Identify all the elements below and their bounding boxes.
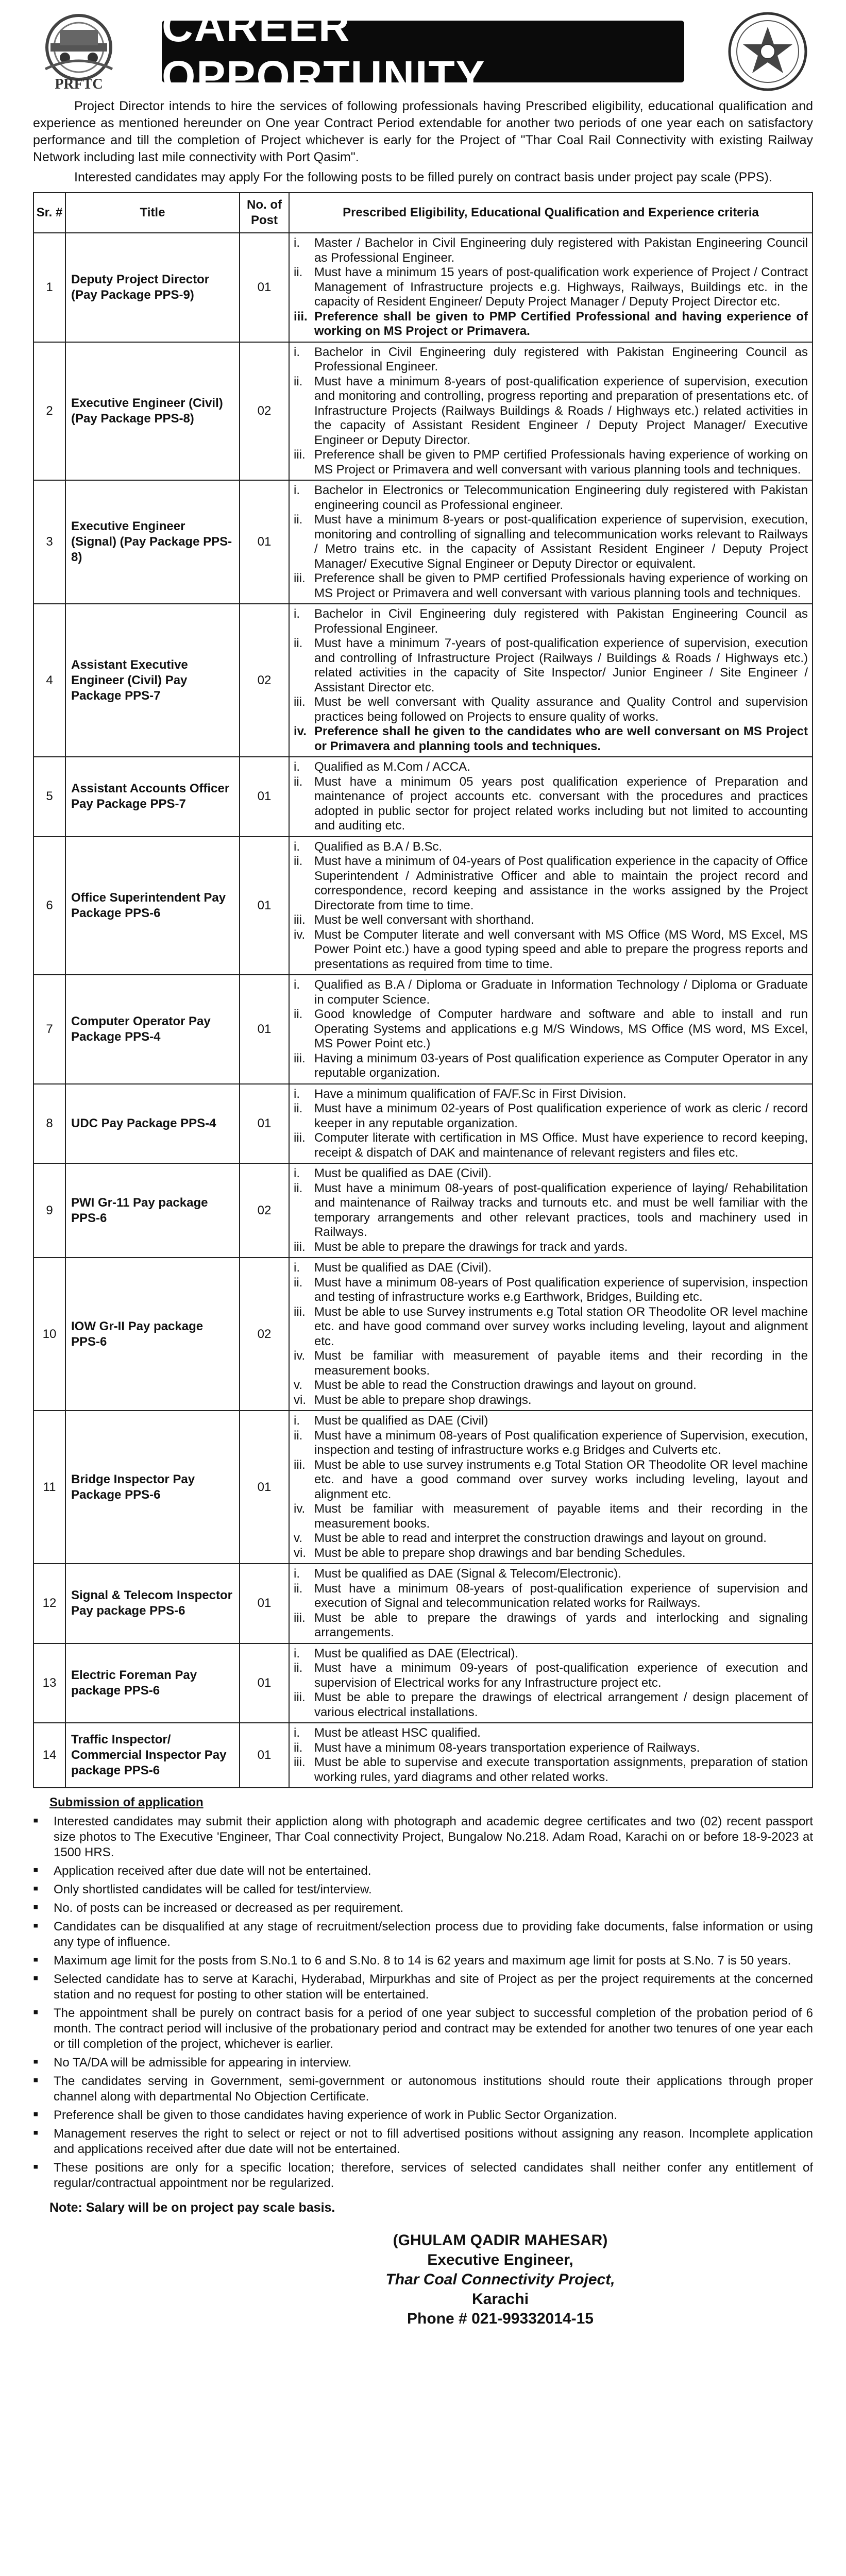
criteria-text: Must be able to prepare the drawings of electrical arrangement / design placement of various electrical installations. <box>314 1690 808 1719</box>
criteria-text: Preference shall be given to PMP certified Professionals having experience of working on MS Project or Primavera and well conversant with various planning tools and techniques. <box>314 571 808 600</box>
criteria-item <box>294 1414 808 1429</box>
table-row <box>33 233 813 342</box>
criteria-list <box>294 483 808 601</box>
criteria-number: i. <box>294 483 300 497</box>
criteria-item <box>294 1726 808 1741</box>
salary-note: Note: Salary will be on project pay scale basis. <box>49 2200 335 2215</box>
condition-text: No. of posts can be increased or decreased as per requirement. <box>54 1901 404 1915</box>
cell-sr: 1 <box>33 233 65 342</box>
signatory-phone: Phone # 021-99332014-15 <box>407 2310 594 2327</box>
cell-post-title: PWI Gr-11 Pay package PPS-6 <box>65 1163 240 1258</box>
criteria-item <box>294 1007 808 1052</box>
cell-no-of-posts: 01 <box>240 1564 289 1643</box>
criteria-number: ii. <box>294 636 303 650</box>
column-header-posts: No. of Post <box>240 193 289 233</box>
criteria-number: ii. <box>294 774 303 789</box>
cell-sr: 13 <box>33 1643 65 1723</box>
condition-item <box>33 2055 813 2071</box>
cell-no-of-posts: 01 <box>240 480 289 604</box>
criteria-list <box>294 760 808 834</box>
condition-text: Maximum age limit for the posts from S.No.1 to 6 and S.No. 8 to 14 is 62 years and maximum age limit for posts at S.No. 7 is 50 years. <box>54 1954 791 1968</box>
criteria-text: Must have a minimum 8-years of post-qualification experience of supervision, execution and monitoring and controlling, progress reporting and preparation of presentations etc. of Infrastructure Projects (Railways Buildings & Roads / Highways etc.) related activities in the capacity of Assistant Resident Engineer / Deputy Project Manager/ Executive Engineer or Deputy Director. <box>314 374 808 447</box>
criteria-item <box>294 1690 808 1720</box>
criteria-number: i. <box>294 1567 300 1581</box>
condition-text: No TA/DA will be admissible for appearing in interview. <box>54 2056 352 2070</box>
cell-no-of-posts: 01 <box>240 1723 289 1788</box>
criteria-item <box>294 1131 808 1160</box>
criteria-item <box>294 1502 808 1531</box>
criteria-number: iii. <box>294 1051 306 1065</box>
criteria-text: Must have a minimum 09-years of post-qualification experience of execution and supervision of Electrical works for any Infrastructure project etc. <box>314 1661 808 1690</box>
criteria-item <box>294 1240 808 1255</box>
cell-criteria <box>289 342 813 481</box>
criteria-text: Must be able to read the Construction drawings and layout on ground. <box>314 1378 697 1392</box>
cell-criteria <box>289 975 813 1084</box>
cell-no-of-posts: 02 <box>240 1163 289 1258</box>
cell-no-of-posts: 01 <box>240 975 289 1084</box>
table-body <box>33 233 813 1788</box>
criteria-item <box>294 310 808 339</box>
bullet-icon: ▪ <box>33 2004 39 2021</box>
column-header-title: Title <box>65 193 240 233</box>
criteria-list <box>294 840 808 972</box>
criteria-text: Must have a minimum 08-years of Post qualification experience of supervision, inspection and testing of infrastructure works e.g Earthwork, Bridges, Building etc. <box>314 1275 808 1304</box>
signatory-city: Karachi <box>471 2291 529 2308</box>
criteria-number: i. <box>294 978 300 992</box>
criteria-item <box>294 854 808 913</box>
cell-no-of-posts: 01 <box>240 837 289 975</box>
cell-criteria <box>289 1723 813 1788</box>
condition-item <box>33 1814 813 1860</box>
criteria-text: Must be atleast HSC qualified. <box>314 1726 481 1740</box>
cell-no-of-posts: 01 <box>240 233 289 342</box>
cell-post-title: Executive Engineer (Civil) (Pay Package PPS-8) <box>65 342 240 481</box>
criteria-text: Must be able to prepare the drawings of yards and interlocking and signaling arrangements. <box>314 1611 808 1639</box>
criteria-item <box>294 375 808 448</box>
cell-no-of-posts: 01 <box>240 757 289 837</box>
column-header-criteria: Prescribed Eligibility, Educational Qualification and Experience criteria <box>289 193 813 233</box>
condition-text: These positions are only for a specific location; therefore, services of selected candidates shall neither confer any entitlement of regular/contractual appointment nor be regularized. <box>54 2161 813 2190</box>
criteria-number: ii. <box>294 1661 303 1675</box>
criteria-number: v. <box>294 1378 302 1392</box>
cell-criteria <box>289 233 813 342</box>
condition-text: Preference shall be given to those candidates having experience of work in Public Sector Organization. <box>54 2108 617 2122</box>
condition-item <box>33 1901 813 1916</box>
cell-sr: 14 <box>33 1723 65 1788</box>
condition-item <box>33 2074 813 2105</box>
criteria-item <box>294 1087 808 1102</box>
criteria-text: Must be well conversant with shorthand. <box>314 913 534 927</box>
criteria-text: Must have a minimum 8-years or post-qualification experience of supervision, execution, monitoring and controlling of signalling and telecommunication works relevant to Railways / Metro trains etc. in the capacity of Assistant Resident Engineer / Deputy Project Manager/ Executive Signal Engineer or Deputy Director or equivalent. <box>314 513 808 571</box>
cell-sr: 2 <box>33 342 65 481</box>
cell-sr: 9 <box>33 1163 65 1258</box>
criteria-number: ii. <box>294 1101 303 1115</box>
intro-paragraph: Interested candidates may apply For the following posts to be filled purely on contract basis under project pay scale (PPS). <box>74 170 772 184</box>
criteria-item <box>294 1458 808 1502</box>
bullet-icon: ▪ <box>33 1917 39 1934</box>
condition-text: The candidates serving in Government, semi-government or autonomous institutions should route their applications through proper channel along with departmental No Objection Certificate. <box>54 2074 813 2104</box>
criteria-text: Preference shall he given to the candidates who are well conversant on MS Project or Primavera and planning tools and techniques. <box>314 724 808 753</box>
column-header-sr: Sr. # <box>33 193 65 233</box>
condition-text: Only shortlisted candidates will be called for test/interview. <box>54 1883 372 1896</box>
cell-post-title: Office Superintendent Pay Package PPS-6 <box>65 837 240 975</box>
criteria-item <box>294 236 808 265</box>
criteria-text: Must be well conversant with Quality assurance and Quality Control and supervision practices being followed on Projects to ensure quality of works. <box>314 695 808 724</box>
condition-item <box>33 2126 813 2157</box>
cell-post-title: UDC Pay Package PPS-4 <box>65 1084 240 1164</box>
bullet-icon: ▪ <box>33 2124 39 2141</box>
criteria-number: iv. <box>294 1349 306 1363</box>
criteria-item <box>294 1755 808 1785</box>
cell-sr: 12 <box>33 1564 65 1643</box>
criteria-list <box>294 978 808 1081</box>
bullet-icon: ▪ <box>33 1970 39 1987</box>
criteria-item <box>294 1101 808 1131</box>
cell-criteria <box>289 1411 813 1564</box>
posts-table <box>33 192 813 1788</box>
criteria-number: i. <box>294 345 300 359</box>
criteria-number: ii. <box>294 1581 303 1596</box>
condition-item <box>33 1863 813 1879</box>
criteria-number: i. <box>294 1166 300 1180</box>
criteria-item <box>294 1393 808 1408</box>
criteria-number: ii. <box>294 374 303 388</box>
criteria-number: i. <box>294 1087 300 1101</box>
criteria-item <box>294 571 808 601</box>
cell-criteria <box>289 1084 813 1164</box>
criteria-text: Must have a minimum 08-years transportation experience of Railways. <box>314 1740 700 1755</box>
criteria-text: Qualified as B.A / B.Sc. <box>314 839 443 854</box>
header <box>33 0 813 98</box>
condition-text: Selected candidate has to serve at Karachi, Hyderabad, Mirpurkhas and site of Project as per the project requirements at the concerned station and no request for posting to other station will be entertained. <box>54 1972 813 2002</box>
table-row <box>33 1564 813 1643</box>
criteria-item <box>294 760 808 775</box>
criteria-number: ii. <box>294 513 303 527</box>
criteria-number: ii. <box>294 1740 303 1755</box>
criteria-text: Must have a minimum 02-years of Post qualification experience of work as cleric / record keeper in any reputable organization. <box>314 1101 808 1130</box>
criteria-list <box>294 1261 808 1408</box>
table-row <box>33 1163 813 1258</box>
criteria-text: Must be able to prepare shop drawings. <box>314 1393 532 1407</box>
criteria-item <box>294 695 808 724</box>
criteria-item <box>294 978 808 1007</box>
criteria-text: Qualified as M.Com / ACCA. <box>314 760 470 774</box>
criteria-item <box>294 1181 808 1240</box>
table-row <box>33 1258 813 1411</box>
cell-post-title: Assistant Executive Engineer (Civil) Pay Package PPS-7 <box>65 604 240 757</box>
cell-post-title: Traffic Inspector/ Commercial Inspector Pay package PPS-6 <box>65 1723 240 1788</box>
condition-text: Candidates can be disqualified at any stage of recruitment/selection process due to providing fake documents, false information or using any type of influence. <box>54 1920 813 1949</box>
criteria-number: i. <box>294 760 300 774</box>
criteria-list <box>294 1567 808 1640</box>
criteria-item <box>294 775 808 834</box>
page-title: CAREER OPPORTUNITY <box>162 21 684 82</box>
criteria-list <box>294 607 808 754</box>
criteria-item <box>294 1582 808 1611</box>
criteria-text: Must have a minimum 05 years post qualification experience of Preparation and maintenance of project accounts etc. conversant with the procedures and practices adopted in public sector for project related works including but not limited to accounting and auditing etc. <box>314 774 808 833</box>
criteria-number: iii. <box>294 1304 306 1319</box>
bullet-icon: ▪ <box>33 2072 39 2089</box>
criteria-number: i. <box>294 1414 300 1428</box>
criteria-item <box>294 928 808 972</box>
cell-criteria <box>289 1163 813 1258</box>
cell-sr: 8 <box>33 1084 65 1164</box>
criteria-item <box>294 1567 808 1582</box>
bullet-icon: ▪ <box>33 1951 39 1968</box>
cell-post-title: Computer Operator Pay Package PPS-4 <box>65 975 240 1084</box>
criteria-text: Must be qualified as DAE (Signal & Telecom/Electronic). <box>314 1567 621 1581</box>
cell-sr: 6 <box>33 837 65 975</box>
criteria-number: iii. <box>294 913 306 927</box>
criteria-text: Must be able to prepare the drawings for track and yards. <box>314 1240 628 1254</box>
criteria-number: ii. <box>294 1181 303 1195</box>
criteria-number: iii. <box>294 1611 306 1625</box>
cell-post-title: Executive Engineer (Signal) (Pay Package PPS-8) <box>65 480 240 604</box>
criteria-text: Must be familiar with measurement of payable items and their recording in the measurement books. <box>314 1502 808 1531</box>
criteria-item <box>294 1546 808 1561</box>
criteria-text: Must have a minimum 08-years of post-qualification experience of laying/ Rehabilitation and maintenance of Railway tracks and turnouts etc. and must be well familiar with the temporary arrangements and other relevant practices, tools and machinery used in Railways. <box>314 1181 808 1239</box>
table-row <box>33 837 813 975</box>
criteria-text: Must have a minimum 15 years of post-qualification work experience of Project / Contract Management of Infrastructure projects e.g. Highways, Railways, Buildings etc. in the capacity of Resident Engineer/ Deputy Project Manager / Deputy Project Director etc. <box>314 265 808 309</box>
condition-item <box>33 1919 813 1950</box>
cell-post-title: Electric Foreman Pay package PPS-6 <box>65 1643 240 1723</box>
criteria-text: Computer literate with certification in MS Office. Must have experience to record keeping, receipt & dispatch of DAK and maintenance of relevant registers and files etc. <box>314 1131 808 1160</box>
cell-sr: 11 <box>33 1411 65 1564</box>
criteria-number: iii. <box>294 309 308 324</box>
criteria-number: ii. <box>294 1275 303 1290</box>
criteria-item <box>294 1305 808 1349</box>
criteria-text: Bachelor in Civil Engineering duly registered with Pakistan Engineering Council as Professional Engineer. <box>314 345 808 374</box>
criteria-number: iii. <box>294 448 306 462</box>
criteria-item <box>294 1661 808 1690</box>
cell-no-of-posts: 02 <box>240 342 289 481</box>
cell-post-title: Signal & Telecom Inspector Pay package PPS-6 <box>65 1564 240 1643</box>
criteria-list <box>294 1087 808 1161</box>
condition-text: Interested candidates may submit their appliction along with photograph and academic degree certificates and two (02) recent passport size photos to The Executive 'Engineer, Thar Coal connectivity Project, Bungalow No.218. Adam Road, Karachi on or before 18-9-2023 at 1500 HRS. <box>54 1815 813 1859</box>
criteria-item <box>294 1647 808 1662</box>
criteria-text: Qualified as B.A / Diploma or Graduate in Information Technology / Diploma or Graduate in computer Science. <box>314 978 808 1007</box>
criteria-number: iv. <box>294 927 306 942</box>
criteria-item <box>294 1429 808 1458</box>
criteria-number: i. <box>294 1646 300 1660</box>
cell-sr: 5 <box>33 757 65 837</box>
criteria-text: Must be Computer literate and well conversant with MS Office (MS Word, MS Excel, MS Power Point etc.) have a good typing speed and able to prepare the progress reports and presentations as required from time to time. <box>314 927 808 971</box>
criteria-item <box>294 840 808 855</box>
cell-criteria <box>289 604 813 757</box>
criteria-item <box>294 448 808 477</box>
criteria-number: iii. <box>294 1131 306 1145</box>
cell-criteria <box>289 757 813 837</box>
criteria-number: ii. <box>294 1007 303 1021</box>
table-row <box>33 757 813 837</box>
cell-criteria <box>289 1258 813 1411</box>
criteria-list <box>294 1166 808 1255</box>
criteria-item <box>294 1531 808 1546</box>
cell-criteria <box>289 480 813 604</box>
criteria-number: iii. <box>294 1755 306 1769</box>
criteria-number: i. <box>294 839 300 854</box>
cell-sr: 4 <box>33 604 65 757</box>
criteria-number: iii. <box>294 1240 306 1254</box>
svg-text:PRFTC: PRFTC <box>55 76 103 92</box>
table-header-row <box>33 193 813 233</box>
criteria-text: Master / Bachelor in Civil Engineering duly registered with Pakistan Engineering Council as Professional Engineer. <box>314 236 808 265</box>
submission-conditions <box>33 1814 813 2191</box>
cell-post-title: Deputy Project Director (Pay Package PPS-9) <box>65 233 240 342</box>
table-row <box>33 480 813 604</box>
criteria-text: Must be qualified as DAE (Civil) <box>314 1414 488 1428</box>
cell-no-of-posts: 01 <box>240 1411 289 1564</box>
criteria-text: Having a minimum 03-years of Post qualification experience as Computer Operator in any reputable organization. <box>314 1051 808 1080</box>
criteria-item <box>294 1261 808 1276</box>
cell-post-title: Bridge Inspector Pay Package PPS-6 <box>65 1411 240 1564</box>
criteria-item <box>294 1052 808 1081</box>
criteria-item <box>294 1349 808 1378</box>
condition-item <box>33 2108 813 2123</box>
criteria-text: Good knowledge of Computer hardware and software and able to install and run Operating Systems and applications e.g M/S Windows, MS Office (MS word, MS Excel, MS Power Point etc.) <box>314 1007 808 1050</box>
criteria-number: iii. <box>294 1690 306 1704</box>
intro-paragraph: Project Director intends to hire the services of following professionals having Prescribed eligibility, educational qualification and experience as mentioned hereunder on One year Contract Period extendable for another two periods of one year each on satisfactory performance and till the completion of Project whichever is early for the Project of "Thar Coal Rail Connectivity with existing Railway Network including last mile connectivity with Port Qasim". <box>33 99 813 164</box>
condition-text: The appointment shall be purely on contract basis for a period of one year subject to successful completion of the probation period of 6 month. The contract period will inclusive of the probationary period and contract may be extended for another two tenures of one year each or till completion of the project, whichever is earlier. <box>54 2006 813 2051</box>
criteria-list <box>294 345 808 478</box>
bullet-icon: ▪ <box>33 1899 39 1916</box>
criteria-text: Must be able to prepare shop drawings and bar bending Schedules. <box>314 1546 686 1560</box>
criteria-number: ii. <box>294 265 303 279</box>
criteria-item <box>294 724 808 754</box>
criteria-item <box>294 265 808 310</box>
criteria-item <box>294 913 808 928</box>
table-row <box>33 342 813 481</box>
criteria-number: vi. <box>294 1393 306 1407</box>
criteria-item <box>294 607 808 636</box>
criteria-number: iv. <box>294 724 307 738</box>
criteria-item <box>294 513 808 571</box>
table-row <box>33 604 813 757</box>
condition-item <box>33 1953 813 1969</box>
criteria-number: i. <box>294 236 300 250</box>
criteria-text: Must be able to read and interpret the construction drawings and layout on ground. <box>314 1531 767 1545</box>
criteria-list <box>294 236 808 339</box>
condition-text: Application received after due date will not be entertained. <box>54 1864 371 1878</box>
criteria-text: Must be familiar with measurement of payable items and their recording in the measurement books. <box>314 1349 808 1378</box>
bullet-icon: ▪ <box>33 2053 39 2070</box>
criteria-number: iii. <box>294 571 306 585</box>
cell-sr: 3 <box>33 480 65 604</box>
criteria-item <box>294 636 808 695</box>
criteria-number: i. <box>294 607 300 621</box>
condition-item <box>33 1882 813 1897</box>
criteria-text: Must have a minimum 08-years of post-qualification experience of supervision and execution of Signal and telecommunication related works for Railways. <box>314 1581 808 1610</box>
criteria-text: Must have a minimum of 04-years of Post qualification experience in the capacity of Office Superintendent / Administrative Officer and able to maintain the project record and correspondence, record keeping and assistance in the works assigned by the Project Directorate from time to time. <box>314 854 808 912</box>
condition-item <box>33 1972 813 2003</box>
criteria-number: ii. <box>294 1428 303 1443</box>
condition-item <box>33 2160 813 2191</box>
cell-no-of-posts: 02 <box>240 604 289 757</box>
condition-item <box>33 2006 813 2052</box>
criteria-item <box>294 1166 808 1181</box>
criteria-item <box>294 1378 808 1393</box>
criteria-text: Must be able to use Survey instruments e.g Total station OR Theodolite OR level machine etc. and have good command over survey works including leveling, layout and alignment etc. <box>314 1304 808 1348</box>
criteria-number: iii. <box>294 1458 306 1472</box>
cell-no-of-posts: 01 <box>240 1643 289 1723</box>
criteria-item <box>294 1741 808 1756</box>
criteria-text: Bachelor in Civil Engineering duly registered with Pakistan Engineering Council as Professional Engineer. <box>314 607 808 636</box>
signatory-name: (GHULAM QADIR MAHESAR) <box>393 2232 608 2249</box>
criteria-text: Must be qualified as DAE (Civil). <box>314 1261 492 1275</box>
cell-no-of-posts: 01 <box>240 1084 289 1164</box>
railway-logo-icon <box>35 11 123 93</box>
bullet-icon: ▪ <box>33 1812 39 1829</box>
criteria-text: Preference shall be given to PMP Certified Professional and having experience of working on MS Project or Primavera. <box>314 309 808 338</box>
criteria-item <box>294 1611 808 1640</box>
cell-post-title: Assistant Accounts Officer Pay Package PPS-7 <box>65 757 240 837</box>
criteria-text: Must have a minimum 7-years of post-qualification experience of supervision, execution and controlling of Infrastructure Project (Railways / Buildings & Roads / Highways etc.) related activities in the capacity of Site Inspector/ Junior Engineer / Site Engineer / Assistant Director etc. <box>314 636 808 694</box>
criteria-text: Have a minimum qualification of FA/F.Sc in First Division. <box>314 1087 627 1101</box>
criteria-item <box>294 483 808 513</box>
criteria-number: i. <box>294 1726 300 1740</box>
signature-block <box>188 2231 813 2329</box>
criteria-text: Must be able to use survey instruments e.g Total Station OR Theodolite OR level machine etc. and have a good command over survey works including leveling, layout and alignment etc. <box>314 1458 808 1501</box>
cell-criteria <box>289 1564 813 1643</box>
signatory-designation: Executive Engineer, <box>427 2251 573 2268</box>
criteria-number: ii. <box>294 854 303 868</box>
criteria-number: iii. <box>294 695 306 709</box>
criteria-text: Bachelor in Electronics or Telecommunication Engineering duly registered with Pakistan engineering council as Professional engineer. <box>314 483 808 512</box>
table-row <box>33 975 813 1084</box>
cell-sr: 10 <box>33 1258 65 1411</box>
criteria-number: i. <box>294 1261 300 1275</box>
cell-criteria <box>289 837 813 975</box>
criteria-list <box>294 1726 808 1785</box>
criteria-text: Must have a minimum 08-years of Post qualification experience of Supervision, execution, inspection and testing of infrastructure works e.g Bridges and Culverts etc. <box>314 1428 808 1457</box>
table-row <box>33 1411 813 1564</box>
signatory-project: Thar Coal Connectivity Project, <box>385 2271 615 2288</box>
criteria-text: Must be qualified as DAE (Electrical). <box>314 1646 519 1660</box>
criteria-list <box>294 1647 808 1720</box>
government-emblem-icon <box>726 10 809 93</box>
cell-sr: 7 <box>33 975 65 1084</box>
cell-no-of-posts: 02 <box>240 1258 289 1411</box>
criteria-item <box>294 1276 808 1305</box>
condition-text: Management reserves the right to select or reject or not to fill advertised positions without assigning any reason. Incomplete application and applications received after due date will not be entertained. <box>54 2127 813 2156</box>
criteria-text: Preference shall be given to PMP certified Professionals having experience of working on MS Project or Primavera and well conversant with various planning tools and techniques. <box>314 448 808 477</box>
criteria-list <box>294 1414 808 1561</box>
bullet-icon: ▪ <box>33 1861 39 1878</box>
cell-criteria <box>289 1643 813 1723</box>
criteria-text: Must be able to supervise and execute transportation assignments, preparation of station working rules, yard diagrams and other related works. <box>314 1755 808 1784</box>
table-row <box>33 1723 813 1788</box>
criteria-item <box>294 345 808 375</box>
table-row <box>33 1643 813 1723</box>
bullet-icon: ▪ <box>33 2158 39 2175</box>
criteria-number: iv. <box>294 1502 306 1516</box>
bullet-icon: ▪ <box>33 1880 39 1897</box>
criteria-number: vi. <box>294 1546 306 1560</box>
submission-heading: Submission of application <box>49 1795 204 1809</box>
criteria-number: v. <box>294 1531 302 1545</box>
bullet-icon: ▪ <box>33 2106 39 2123</box>
table-row <box>33 1084 813 1164</box>
criteria-text: Must be qualified as DAE (Civil). <box>314 1166 492 1180</box>
cell-post-title: IOW Gr-II Pay package PPS-6 <box>65 1258 240 1411</box>
